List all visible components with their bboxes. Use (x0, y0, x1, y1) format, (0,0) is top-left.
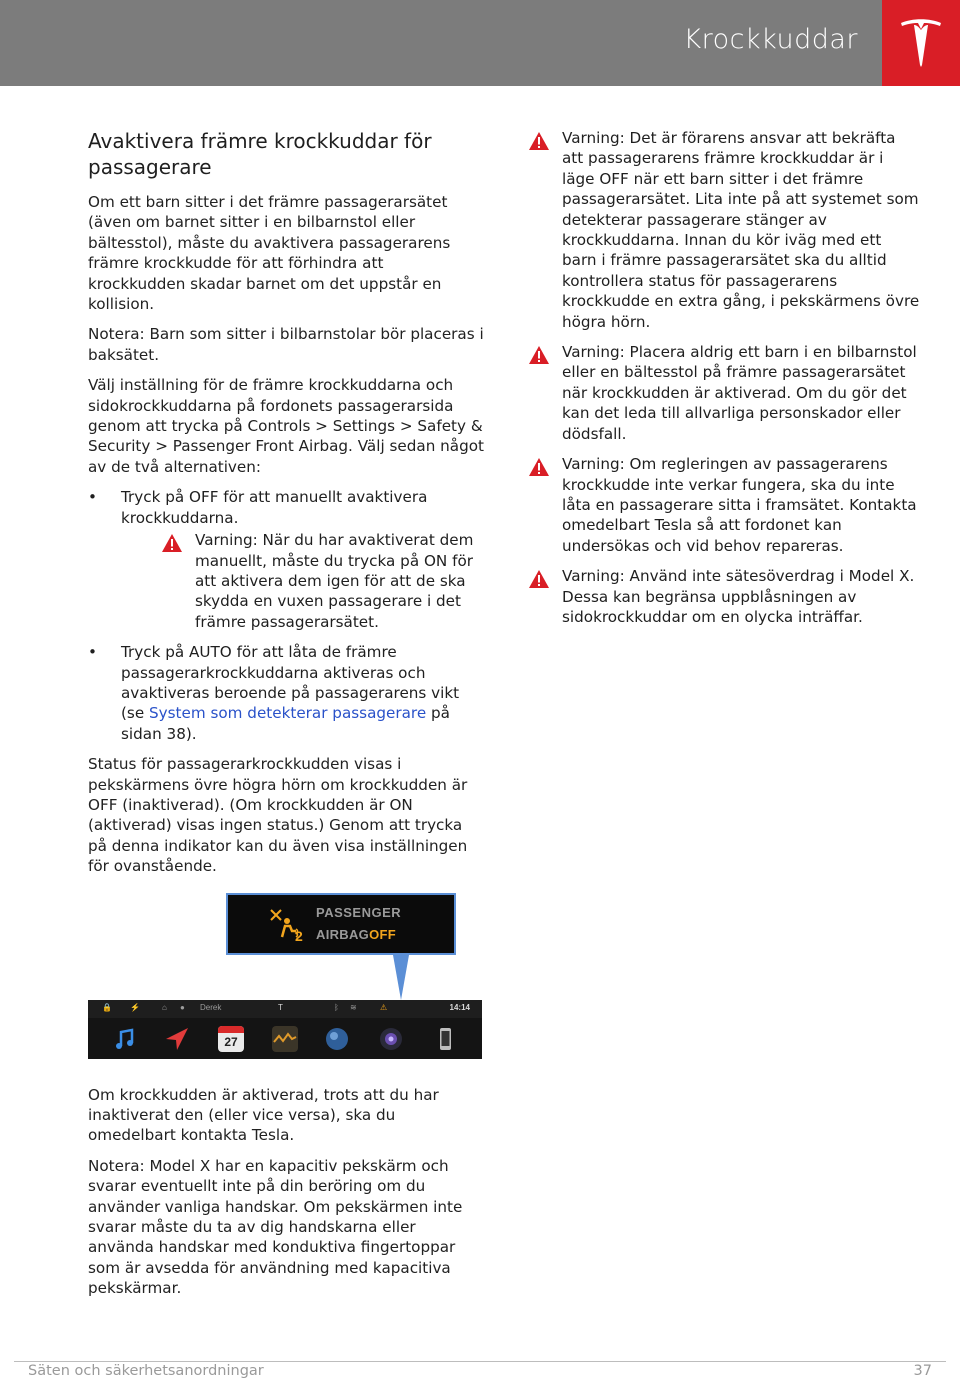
music-app-icon (112, 1026, 138, 1052)
callout-off-word: OFF (369, 926, 396, 942)
bullet-auto-text-post: på sidan 38). (121, 704, 450, 743)
bullet-auto-text-pre: Tryck på AUTO för att låta de främre passagerarkrockkuddarna aktiveras och avaktiveras beroende på passagerarens vikt (se (121, 643, 460, 723)
warning-seat-covers (528, 566, 920, 627)
energy-app-icon (272, 1026, 298, 1052)
warning-triangle-icon (528, 569, 550, 589)
phone-app-icon (432, 1026, 458, 1052)
warning-triangle-icon (528, 131, 550, 151)
link-occupant-detection[interactable]: System som detekterar passagerare (149, 704, 427, 723)
callout-pointer (392, 955, 410, 1001)
clock: 14:14 (449, 1002, 470, 1012)
svg-text:2: 2 (295, 927, 303, 943)
airbag-status-callout (226, 893, 456, 955)
callout-airbag-label (316, 927, 396, 942)
profile-icon: ● (180, 1002, 185, 1012)
note-child-seats: Notera: Barn som sitter i bilbarnstolar bör placeras i baksätet. (88, 325, 484, 364)
footer-divider (14, 1361, 946, 1362)
warning-triangle-icon (528, 457, 550, 477)
warning-manual-off-text: Varning: När du har avaktiverat dem manuellt, måste du trycka på ON för att aktivera dem igen för att de ska skydda en vuxen passagerare i det främre passagerarsätet. (195, 531, 474, 631)
app-launcher (88, 1022, 482, 1058)
warning-triangle-icon (161, 533, 183, 553)
touchscreen-figure (88, 893, 482, 1071)
page-number: 37 (913, 1363, 932, 1379)
footer-section-name: Säten och säkerhetsanordningar (28, 1363, 264, 1379)
web-browser-app-icon (324, 1026, 350, 1052)
warning-manual-off (161, 530, 484, 632)
page-header (0, 0, 960, 86)
tesla-logo-icon (898, 17, 944, 69)
paragraph-settings-path: Välj inställning för de främre krockkuddarna och sidokrockkuddarna på fordonets passagerarsida genom att trycka på Controls > Settings > Safety & Security > Passenger Front Airbag. Välj sedan något av de två alternativen: (88, 376, 484, 476)
driver-name: Derek (200, 1002, 222, 1012)
warning-triangle-icon (528, 345, 550, 365)
note-capacitive-screen: Notera: Model X har en kapacitiv pekskärm och svarar eventuellt inte på din beröring om du använder vanliga handskar. Om pekskärmen inte svarar måste du ta av dig handskarna eller använda handskar med konduktiva fingertoppar som är avsedda för användning med kapacitiva pekskärmar. (88, 1156, 463, 1298)
warning-driver-responsibility (528, 128, 920, 332)
status-bar (88, 1000, 482, 1018)
bullet-marker: • (88, 643, 97, 662)
warning-malfunction (528, 454, 920, 556)
airbag-off-icon (268, 907, 306, 943)
bullet-off-text: Tryck på OFF för att manuellt avaktivera krockkuddarna. (121, 488, 428, 527)
tesla-menu-icon: T (278, 1002, 283, 1012)
bullet-off (88, 487, 484, 632)
navigation-app-icon (164, 1026, 190, 1052)
warning-text: Varning: Placera aldrig ett barn i en bilbarnstol eller en bältesstol på främre passagerarsätet när krockkudden är aktiverad. Om du gör det kan det leda till allvarliga personskador eller dödsfall. (562, 343, 917, 443)
home-icon: ⌂ (162, 1002, 167, 1012)
warning-never-child-seat (528, 342, 920, 444)
warning-text: Varning: Använd inte sätesöverdrag i Model X. Dessa kan begränsa uppblåsningen av sidokrockkuddar om en olycka inträffar. (562, 567, 915, 626)
bullet-auto (88, 642, 484, 744)
right-column (528, 128, 920, 637)
brand-logo-box (882, 0, 960, 86)
touchscreen-bar (88, 1000, 482, 1059)
lock-icon: 🔒 (102, 1002, 112, 1012)
paragraph-contact-tesla: Om krockkudden är aktiverad, trots att du har inaktiverat den (eller vice versa), ska du omedelbart kontakta Tesla. (88, 1085, 439, 1145)
section-heading: Avaktivera främre krockkuddar för passagerare (88, 129, 432, 179)
left-column (88, 128, 484, 1309)
warning-text: Varning: Om regleringen av passagerarens krockkudde inte verkar fungera, ska du inte låta en passagerare sitta i framsätet. Kontakta omedelbart Tesla så att fordonet kan undersökas och vid behov repareras. (562, 455, 917, 555)
wifi-icon: ≋ (350, 1002, 357, 1012)
airbag-status-indicator-icon: ⚠ (380, 1002, 388, 1012)
paragraph-intro: Om ett barn sitter i det främre passagerarsätet (även om barnet sitter i en bilbarnstol eller bältesstol), måste du avaktivera passagerarens främre krockkudde för att förhindra att krockkudden skadar barnet om det uppstår en kollision. (88, 193, 451, 314)
paragraph-status: Status för passagerarkrockkudden visas i pekskärmens övre högra hörn om krockkudden är OFF (inaktiverad). (Om krockkudden är ON (aktiverad) visas ingen status.) Genom att trycka på denna indikator kan du även visa inställningen för ovanstående. (88, 755, 468, 876)
bullet-marker: • (88, 488, 97, 507)
calendar-day: 27 (224, 1034, 238, 1049)
callout-passenger-label: PASSENGER (316, 904, 402, 920)
warning-text: Varning: Det är förarens ansvar att bekräfta att passagerarens främre krockkuddar är i läge OFF när ett barn sitter i det främre passagerarsätet. Lita inte på att systemet som detekterar passagerare stänger av krockkuddarna. Innan du kör iväg med ett barn i främre passagerarsätet ska du alltid kontrollera status för passagerarens krockkudde en extra gång, i pekskärmens övre högra hörn. (562, 129, 920, 331)
calendar-app-icon (218, 1026, 244, 1052)
camera-app-icon (378, 1026, 404, 1052)
headlight-icon: ⚡ (130, 1002, 140, 1012)
callout-airbag-word: AIRBAG (316, 926, 370, 942)
bluetooth-icon: ᛒ (334, 1002, 339, 1012)
chapter-title: Krockkuddar (683, 24, 858, 55)
